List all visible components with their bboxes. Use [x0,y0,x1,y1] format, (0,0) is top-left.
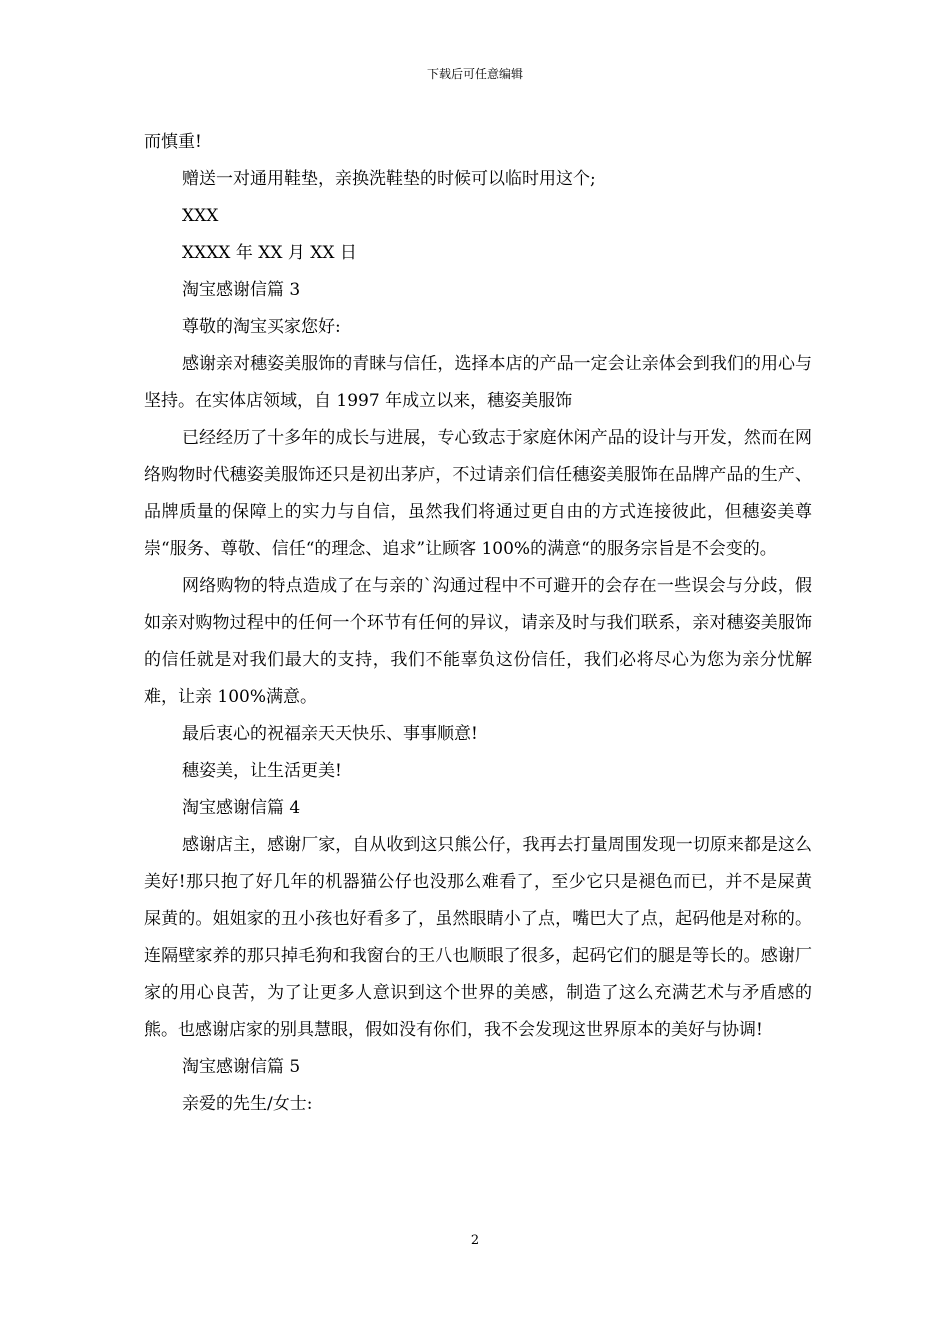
paragraph: 网络购物的特点造成了在与亲的`沟通过程中不可避开的会存在一些误会与分歧，假如亲对购物过程中的任何一个环节有任何的异议，请亲及时与我们联系，亲对穗姿美服饰的信任就是对我们最大的支持，我们不能辜负这份信任，我们必将尽心为您为亲分忧解难，让亲 100%满意。 [144,576,812,707]
paragraph: 感谢亲对穗姿美服饰的青睐与信任，选择本店的产品一定会让亲体会到我们的用心与坚持。在实体店领域，自 1997 年成立以来，穗姿美服饰 [144,354,812,411]
section-heading: 淘宝感谢信篇 4 [182,798,301,818]
section-heading: 淘宝感谢信篇 3 [182,280,301,300]
signature-name: XXX [182,206,219,226]
page-header-note: 下载后可任意编辑 [426,67,523,81]
paragraph: 赠送一对通用鞋垫，亲换洗鞋垫的时候可以临时用这个; [182,169,596,189]
page-number: 2 [470,1233,480,1248]
paragraph: 已经经历了十多年的成长与进展，专心致志于家庭休闲产品的设计与开发，然而在网络购物时代穗姿美服饰还只是初出茅庐，不过请亲们信任穗姿美服饰在品牌产品的生产、品牌质量的保障上的实力与自信，虽然我们将通过更自由的方式连接彼此，但穗姿美尊崇“服务、尊敬、信任“的理念、追求”让顾客 100%的满意“的服务宗旨是不会变的。 [144,428,812,559]
section-heading: 淘宝感谢信篇 5 [182,1057,301,1077]
salutation: 亲爱的先生/女士: [182,1094,313,1114]
paragraph: 感谢店主，感谢厂家，自从收到这只熊公仔，我再去打量周围发现一切原来都是这么美好!那只抱了好几年的机器猫公仔也没那么难看了，至少它只是褪色而已，并不是屎黄屎黄的。姐姐家的丑小孩也好看多了，虽然眼睛小了点，嘴巴大了点，起码他是对称的。连隔壁家养的那只掉毛狗和我窗台的王八也顺眼了很多，起码它们的腿是等长的。感谢厂家的用心良苦，为了让更多人意识到这个世界的美感，制造了这么充满艺术与矛盾感的熊。也感谢店家的别具慧眼，假如没有你们，我不会发现这世界原本的美好与协调! [144,835,812,1040]
paragraph-continuation: 而慎重! [144,132,202,152]
signature-date: XXXX 年 XX 月 XX 日 [182,243,357,263]
salutation: 尊敬的淘宝买家您好: [182,317,341,337]
paragraph: 最后衷心的祝福亲天天快乐、事事顺意! [182,724,478,744]
paragraph: 穗姿美，让生活更美! [182,761,342,781]
document-body [144,124,812,1123]
